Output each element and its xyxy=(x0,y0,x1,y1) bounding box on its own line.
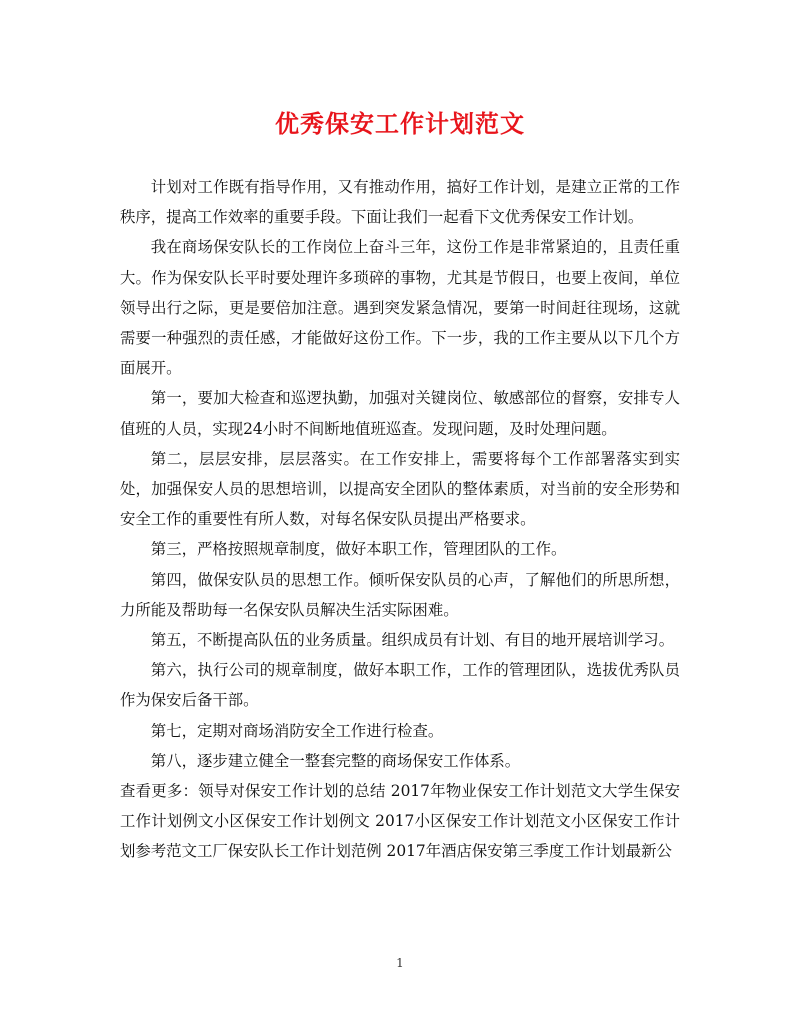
document-body xyxy=(120,172,680,867)
paragraph-point-5: 第五，不断提高队伍的业务质量。组织成员有计划、有目的地开展培训学习。 xyxy=(150,631,675,650)
page-number: 1 xyxy=(396,956,404,970)
document-title: 优秀保安工作计划范文 xyxy=(275,110,525,138)
paragraph-point-6: 第六，执行公司的规章制度，做好本职工作，工作的管理团队，选拔优秀队员作为保安后备干部。 xyxy=(120,661,680,710)
paragraph-point-3: 第三，严格按照规章制度，做好本职工作，管理团队的工作。 xyxy=(150,540,567,559)
paragraph-point-2: 第二，层层安排，层层落实。在工作安排上，需要将每个工作部署落实到实处，加强保安人员的思想培训，以提高安全团队的整体素质，对当前的安全形势和安全工作的重要性有所人数，对每名保安队员提出严格要求。 xyxy=(120,449,680,529)
paragraph-point-1: 第一，要加大检查和巡逻执勤，加强对关键岗位、敏感部位的督察，安排专人值班的人员，实现24小时不间断地值班巡查。发现问题，及时处理问题。 xyxy=(120,389,680,438)
paragraph-point-4: 第四，做保安队员的思想工作。倾听保安队员的心声，了解他们的所思所想，力所能及帮助每一名保安队员解决生活实际困难。 xyxy=(120,570,680,619)
see-more-links[interactable]: 查看更多：领导对保安工作计划的总结 2017年物业保安工作计划范文大学生保安工作计划例文小区保安工作计划例文 2017小区保安工作计划范文小区保安工作计划参考范文工厂保安队长工作计划范例 2017年酒店保安第三季度工作计划最新公 xyxy=(120,782,680,861)
paragraph-intro: 计划对工作既有指导作用，又有推动作用，搞好工作计划，是建立正常的工作秩序，提高工作效率的重要手段。下面让我们一起看下文优秀保安工作计划。 xyxy=(120,178,680,227)
paragraph-background: 我在商场保安队长的工作岗位上奋斗三年，这份工作是非常紧迫的，且责任重大。作为保安队长平时要处理许多琐碎的事物，尤其是节假日，也要上夜间，单位领导出行之际，更是要倍加注意。遇到突发紧急情况，要第一时间赶往现场，这就需要一种强烈的责任感，才能做好这份工作。下一步，我的工作主要从以下几个方面展开。 xyxy=(120,238,680,378)
paragraph-point-7: 第七，定期对商场消防安全工作进行检查。 xyxy=(150,721,444,740)
paragraph-point-8: 第八，逐步建立健全一整套完整的商场保安工作体系。 xyxy=(150,751,521,770)
